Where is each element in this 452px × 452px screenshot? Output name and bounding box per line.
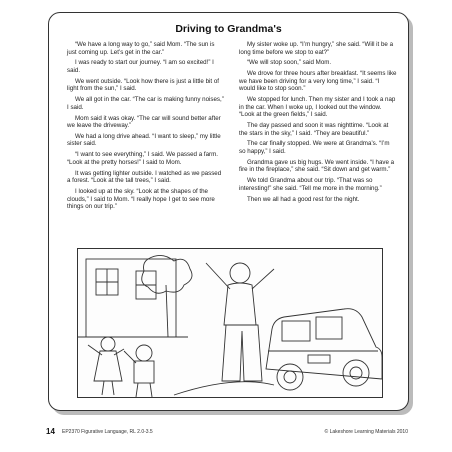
page-number: 14 [46, 427, 55, 436]
mom-drawing [230, 263, 250, 283]
paragraph: We went outside. “Look how there is just a little bit of light from the sun,” I said. [67, 77, 219, 93]
right-column [239, 41, 397, 206]
girl-drawing [101, 337, 115, 351]
house-drawing [86, 259, 176, 337]
paragraph: “We have a long way to go,” said Mom. “The sun is just coming up. Let’s get in the car.” [67, 41, 215, 56]
footer-copyright: © Lakeshore Learning Materials 2010 [324, 429, 408, 435]
paragraph: “We will stop soon,” said Mom. [247, 59, 332, 67]
left-column [67, 41, 225, 214]
paragraph: I was ready to start our journey. “I am so excited!” I said. [67, 59, 214, 74]
paragraph: Grandma gave us big hugs. We went inside. “I have a fire in the fireplace,” she said. “Sit down and get warm.” [239, 158, 395, 174]
paragraph: Then we all had a good rest for the night. [247, 195, 360, 203]
car-drawing [266, 309, 382, 379]
paragraph: The car finally stopped. We were at Grandma’s. “I’m so happy,” I said. [239, 140, 390, 156]
tree-drawing [142, 255, 192, 293]
paragraph: We stopped for lunch. Then my sister and I took a nap in the car. When I woke up, I looked out the window. “Look at the green fields,” I said. [239, 96, 396, 119]
paragraph: We had a long drive ahead. “I want to sleep,” my little sister said. [67, 132, 221, 148]
line-drawing [78, 249, 382, 397]
paragraph: The day passed and soon it was nighttime. “Look at the stars in the sky,” I said. “They are beautiful.” [239, 122, 389, 137]
paragraph: “I want to see everything,” I said. We passed a farm. “Look at the pretty horses!” I said to Mom. [67, 151, 218, 166]
worksheet-page [48, 12, 409, 411]
paragraph: We told Grandma about our trip. “That was so interesting!” she said. “Tell me more in the morning.” [239, 177, 382, 192]
paragraph: Mom said it was okay. “The car will sound better after we leave the driveway.” [67, 114, 221, 130]
illustration-family-car [77, 248, 383, 398]
footer-source: EP2370 Figurative Language, RL 2.0-3.5 [62, 429, 153, 435]
paragraph: It was getting lighter outside. I watched as we passed a forest. “Look at the tall trees,” I said. [67, 169, 222, 185]
paragraph: I looked up at the sky. “Look at the shapes of the clouds,” I said to Mom. “I really hope I get to see more things on our trip.” [67, 188, 215, 211]
paragraph: My sister woke up. “I’m hungry,” she said. “Will it be a long time before we stop to eat?” [239, 41, 394, 56]
paragraph: We all got in the car. “The car is making funny noises,” I said. [67, 96, 224, 111]
boy-drawing [136, 345, 152, 361]
paragraph: We drove for three hours after breakfast. “It seems like we have been driving for a very long time,” I said. “I would like to stop soon.” [239, 70, 397, 93]
story-title: Driving to Grandma's [175, 23, 282, 35]
